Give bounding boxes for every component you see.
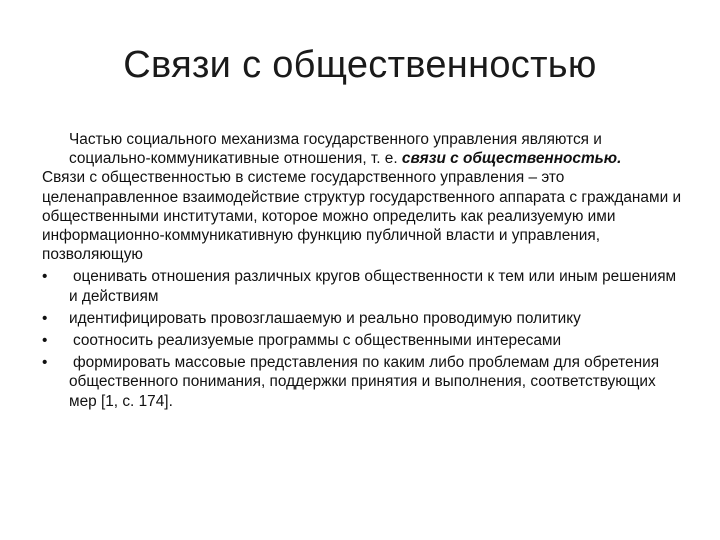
bullet-text: соотносить реализуемые программы с общественными интересами xyxy=(73,332,562,350)
definition-paragraph: Связи с общественностью в системе государственного управления – это целенаправленное взаимодействие структур государственного аппарата с гражданами и общественными институтами, которое можно определить как реализуемую ими информационно-коммуникативную функцию публичной власти и управления, позволяющую xyxy=(42,169,682,264)
bullet-list xyxy=(42,267,682,410)
bullet-item xyxy=(42,353,682,411)
intro-text: Частью социального механизма государственного управления являются и социально-коммуникативные отношения, т. е. xyxy=(69,131,602,168)
bullet-glyph: • xyxy=(42,332,48,350)
bullet-text: формировать массовые представления по каким либо проблемам для обретения общественного понимания, поддержки принятия и выполнения, соответствующих мер [1, с. 174]. xyxy=(69,354,660,410)
bullet-glyph: • xyxy=(42,354,48,372)
bullet-glyph: • xyxy=(42,268,48,286)
bullet-glyph: • xyxy=(42,309,48,327)
bullet-text: идентифицировать провозглашаемую и реально проводимую политику xyxy=(69,309,581,327)
intro-paragraph xyxy=(42,130,682,168)
bullet-item xyxy=(42,331,682,350)
intro-emphasis-end: . xyxy=(617,150,622,168)
slide-title: Связи с общественностью xyxy=(123,44,597,86)
intro-emphasis: связи с общественностью xyxy=(401,150,618,168)
bullet-item xyxy=(42,309,682,328)
bullet-text: оценивать отношения различных кругов общественности к тем или иным решениям и действиям xyxy=(69,268,677,305)
slide-body xyxy=(42,130,682,411)
bullet-item xyxy=(42,267,682,305)
